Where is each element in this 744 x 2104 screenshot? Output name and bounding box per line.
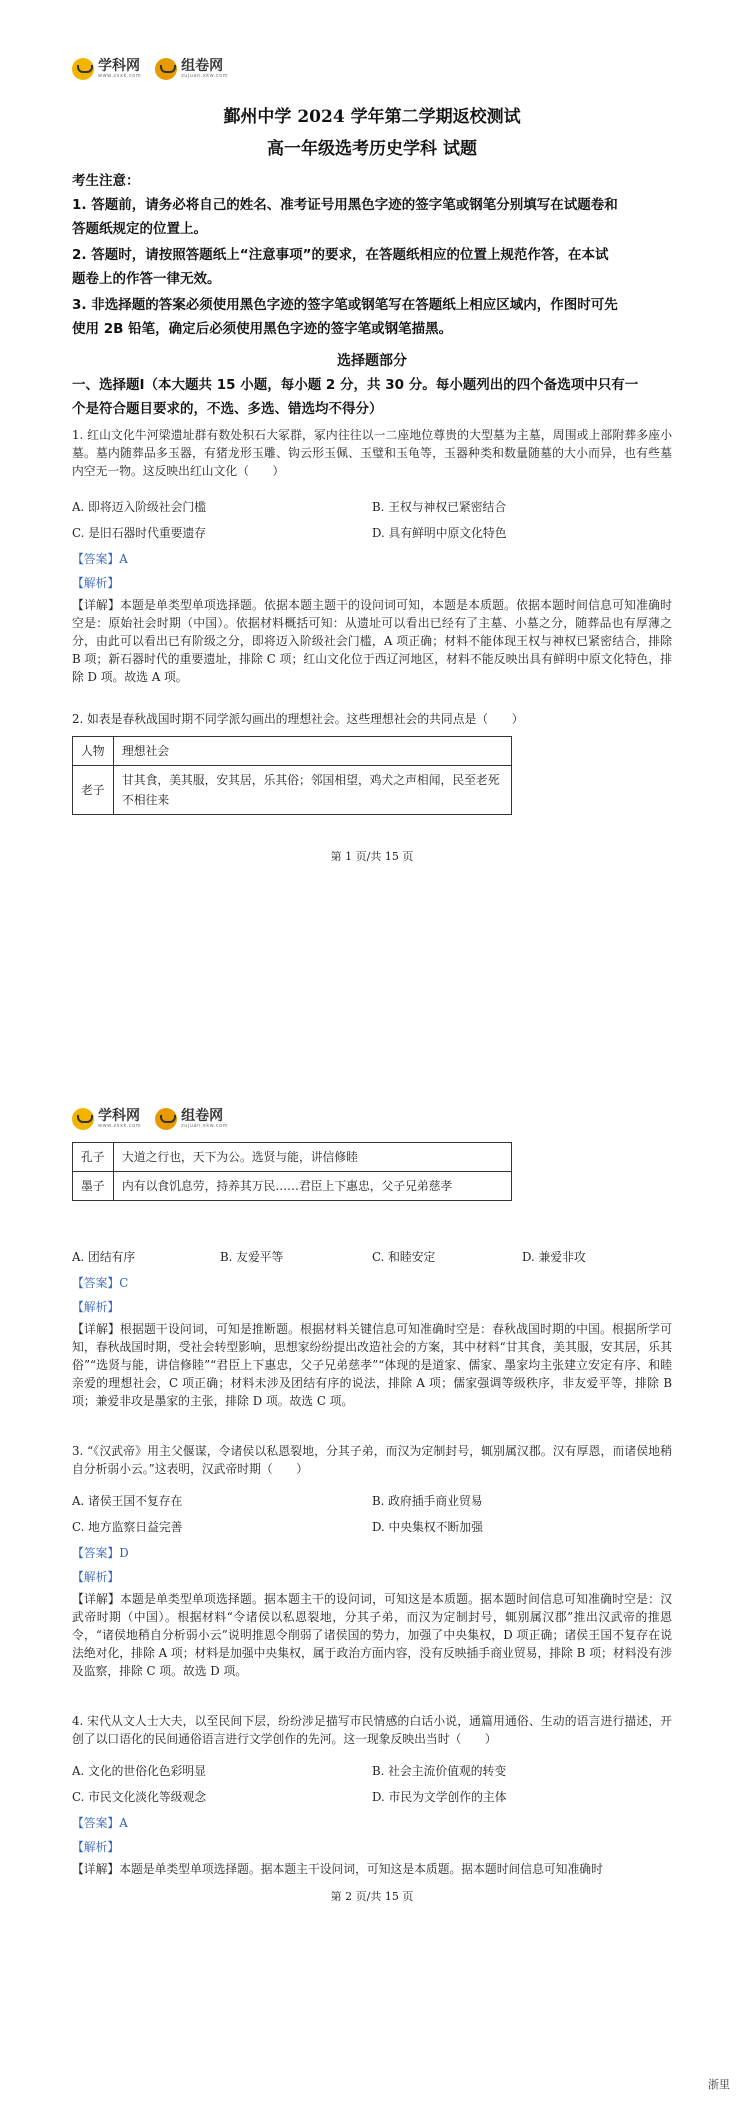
header-logo [72,58,228,80]
q2-stem: 2. 如表是春秋战国时期不同学派勾画出的理想社会。这些理想社会的共同点是（ ） [72,712,524,726]
notice-line: 使用 2B 铅笔，确定后必须使用黑色字迹的签字笔或钢笔描黑。 [72,321,453,337]
zujuan-logo-icon [155,1108,177,1130]
brand-url-2: zujuan.xkw.com [181,1123,229,1129]
brand-url-1: www.zxxk.com [98,1123,142,1129]
q2-option-a: A. 团结有序 [72,1250,136,1264]
page-footer: 第 1 页/共 15 页 [330,850,414,863]
part1-heading: 一、选择题Ⅰ（本大题共 15 小题，每小题 2 分，共 30 分。每小题列出的四个备选项中只有一 [72,377,639,393]
q1-option-a: A. 即将迈入阶级社会门槛 [72,500,206,514]
notice-line: 3. 非选择题的答案必须使用黑色字迹的签字笔或钢笔写在答题纸上相应区域内，作图时可先 [72,297,618,313]
brand-name-1: 学科网 [98,58,140,74]
table-cell: 大道之行也，天下为公。选贤与能，讲信修睦 [114,1143,512,1172]
q1-detail: 【详解】本题是单类型单项选择题。依据本题主题干的设问词可知，本题是本质题。依据本题时间信息可知准确时空是：原始社会时期（中国）。依据材料概括可知：从遗址可以看出已经有了主墓、小墓之分，随葬品也有厚薄之分，由此可以看出已有阶级之分，即将迈入阶级社会门槛，A 项正确；材料不能体现王权与神权已紧密结合，排除 B 项；新石器时代的重要遗址，排除 C 项；红山文化位于西辽河地区，材料不能反映出具有鲜明中原文化特色，排除 D 项。故选 A 项。 [72,598,672,684]
table-row [73,766,512,815]
xkw-logo-icon [72,58,94,80]
exam-subtitle: 高一年级选考历史学科 试题 [267,139,477,159]
q4-detail: 【详解】本题是单类型单项选择题。据本题主干设问词，可知这是本质题。据本题时间信息可知准确时 [72,1862,603,1876]
brand-zujuan [155,58,228,80]
table-row [73,1143,512,1172]
q3-detail: 【详解】本题是单类型单项选择题。据本题主干的设问词，可知这是本质题。据本题时间信息可知准确时空是：汉武帝时期（中国）。根据材料“令诸侯以私恩裂地，分其子弟，而汉为定制封号，辄别属汉郡”推出汉武帝的推恩令，“诸侯地稍自分析弱小云”说明推恩令削弱了诸侯国的势力，加强了中央集权，D 项正确；诸侯王国不复存在说法绝对化，排除 A 项；材料是加强中央集权，属于政治方面内容，没有反映插手商业贸易，排除 B 项；材料没有涉及监察，排除 C 项。故选 D 项。 [72,1592,672,1678]
q3-jiexi-label: 【解析】 [72,1570,120,1584]
brand-name-2: 组卷网 [181,1108,224,1124]
q4-answer: 【答案】A [72,1816,128,1830]
brand-name-2: 组卷网 [181,58,224,74]
brand-name-1: 学科网 [98,1108,140,1124]
q3-answer: 【答案】D [72,1546,129,1560]
corner-watermark: 浙里 [708,2078,730,2091]
brand-xkw [72,1108,141,1130]
q4-stem: 4. 宋代从文人士大夫，以至民间下层，纷纷涉足描写市民情感的白话小说，通篇用通俗、生动的语言进行描述，开创了以口语化的民间通俗语言进行文学创作的先河。这一现象反映出当时（ ） [72,1714,672,1746]
part1-heading: 个是符合题目要求的，不选、多选、错选均不得分） [72,401,383,417]
q2-option-c: C. 和睦安定 [372,1250,436,1264]
page-footer: 第 2 页/共 15 页 [330,1890,414,1903]
q3-option-c: C. 地方监察日益完善 [72,1520,183,1534]
q1-answer: 【答案】A [72,552,128,566]
brand-url-2: zujuan.xkw.com [181,73,229,79]
q4-option-c: C. 市民文化淡化等级观念 [72,1790,207,1804]
q3-option-b: B. 政府插手商业贸易 [372,1494,483,1508]
q1-option-d: D. 具有鲜明中原文化特色 [372,526,507,540]
section-title: 选择题部分 [337,353,407,369]
brand-xkw [72,58,141,80]
q1-jiexi-label: 【解析】 [72,576,120,590]
q1-option-c: C. 是旧石器时代重要遗存 [72,526,207,540]
zujuan-logo-icon [155,58,177,80]
q2-table [72,736,512,815]
q4-jiexi-label: 【解析】 [72,1840,120,1854]
table-cell: 孔子 [73,1143,114,1172]
q2-table-continued [72,1142,512,1201]
header-logo [72,1108,228,1130]
notice-heading: 考生注意： [72,173,140,189]
q2-detail: 【详解】根据题干设问词，可知是推断题。根据材料关键信息可知准确时空是：春秋战国时期的中国。根据所学可知，春秋战国时期，受社会转型影响，思想家纷纷提出改造社会的方案，其中材料“甘其食，美其服，安其居，乐其俗”“选贤与能，讲信修睦”“君臣上下惠忠，父子兄弟慈孝”“体现的是道家、儒家、墨家均主张建立安定有序、和睦亲爱的理想社会，C 项正确；材料未涉及团结有序的说法，排除 A 项；儒家强调等级秩序，非友爱平等，排除 B 项；兼爱非攻是墨家的主张，排除 D 项。故选 C 项。 [72,1322,672,1408]
q4-option-b: B. 社会主流价值观的转变 [372,1764,507,1778]
table-cell: 人物 [73,737,114,766]
q1-option-b: B. 王权与神权已紧密结合 [372,500,507,514]
xkw-logo-icon [72,1108,94,1130]
q3-option-d: D. 中央集权不断加强 [372,1520,483,1534]
notice-line: 题卷上的作答一律无效。 [72,271,221,287]
exam-title: 鄞州中学 2024 学年第二学期返校测试 [223,107,521,127]
q4-option-a: A. 文化的世俗化色彩明显 [72,1764,206,1778]
notice-line: 1. 答题前，请务必将自己的姓名、准考证号用黑色字迹的签字笔或钢笔分别填写在试题卷和 [72,197,618,213]
brand-zujuan [155,1108,228,1130]
table-row [73,1172,512,1201]
q3-option-a: A. 诸侯王国不复存在 [72,1494,183,1508]
notice-line: 2. 答题时，请按照答题纸上“注意事项”的要求，在答题纸相应的位置上规范作答，在本试 [72,247,609,263]
q1-stem: 1. 红山文化牛河梁遗址群有数处积石大冢群，冢内往往以一二座地位尊贵的大型墓为主墓，周围或上部附葬多座小墓。墓内随葬品多玉器，有猪龙形玉雕、钩云形玉佩、玉璧和玉龟等，玉器种类和数量随墓的大小而异，也有些墓内空无一物。这反映出红山文化（ ） [72,428,672,478]
table-cell: 理想社会 [114,737,512,766]
page-2 [0,1090,744,2104]
table-cell: 墨子 [73,1172,114,1201]
table-cell: 老子 [73,766,114,815]
brand-url-1: www.zxxk.com [98,73,142,79]
page-1 [0,0,744,1020]
q4-option-d: D. 市民为文学创作的主体 [372,1790,507,1804]
table-cell: 内有以食饥息劳，持养其万民……君臣上下惠忠，父子兄弟慈孝 [114,1172,512,1201]
table-row [73,737,512,766]
q2-answer: 【答案】C [72,1276,129,1290]
q2-jiexi-label: 【解析】 [72,1300,120,1314]
q3-stem: 3. “《汉武帝》用主父偃谋，令诸侯以私恩裂地，分其子弟，而汉为定制封号，辄别属汉郡。汉有厚恩，而诸侯地稍自分析弱小云。”这表明，汉武帝时期（ ） [72,1444,672,1476]
notice-line: 答题纸规定的位置上。 [72,221,207,237]
table-cell: 甘其食，美其服，安其居，乐其俗；邻国相望，鸡犬之声相闻，民至老死不相往来 [114,766,512,815]
q2-option-d: D. 兼爱非攻 [522,1250,586,1264]
q2-option-b: B. 友爱平等 [220,1250,284,1264]
